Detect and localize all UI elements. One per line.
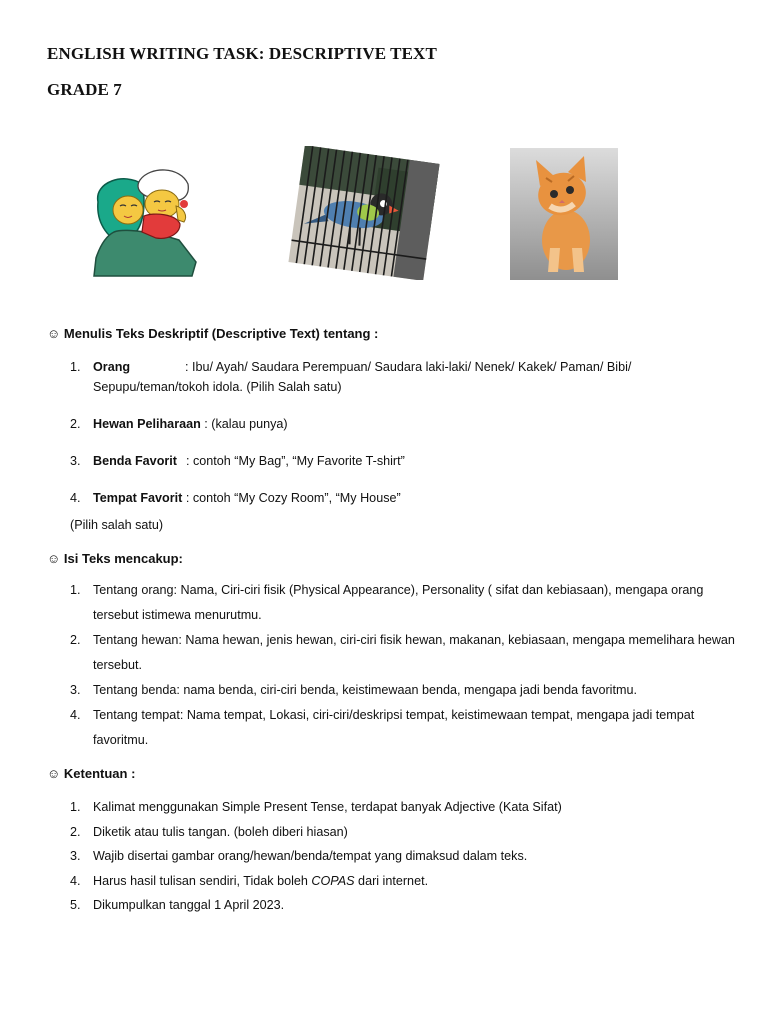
section-heading-rules xyxy=(47,766,135,781)
list-item: 2. Diketik atau tulis tangan. (boleh diberi hiasan) xyxy=(70,824,348,839)
smiley-icon: ☺ xyxy=(47,326,61,341)
list-item: 4. Harus hasil tulisan sendiri, Tidak boleh COPAS dari internet. xyxy=(70,873,429,888)
lovebird-cage-photo xyxy=(282,146,446,280)
smiley-icon: ☺ xyxy=(47,551,61,566)
list-item: 2. Tentang hewan: Nama hewan, jenis hewan, ciri-ciri fisik hewan, makanan, kebiasaan, mengapa memelihara hewan tersebut. xyxy=(70,633,735,672)
section-heading-text: Isi Teks mencakup: xyxy=(63,551,183,566)
topic-text: : contoh “My Bag”, “My Favorite T-shirt” xyxy=(186,454,405,468)
topic-text: : Ibu/ Ayah/ Saudara Perempuan/ Saudara laki-laki/ Nenek/ Kakek/ Paman/ Bibi/ Sepupu/teman/tokoh idola. (Pilih Salah satu) xyxy=(93,360,632,394)
kitten-photo xyxy=(510,148,618,280)
list-item: 3. Tentang benda: nama benda, ciri-ciri benda, keistimewaan benda, mengapa jadi benda favoritmu. xyxy=(70,683,637,697)
topic-label: Benda Favorit xyxy=(93,454,177,468)
rules-list xyxy=(70,797,740,920)
document-title: ENGLISH WRITING TASK: DESCRIPTIVE TEXT xyxy=(47,44,437,63)
list-item: 5. Dikumpulkan tanggal 1 April 2023. xyxy=(70,898,285,912)
topic-text: : contoh “My Cozy Room”, “My House” xyxy=(182,491,401,505)
grade-heading: GRADE 7 xyxy=(47,80,122,99)
list-item: 4. Tempat Favorit : contoh “My Cozy Room”, “My House” xyxy=(70,491,401,505)
list-item: 3. Benda Favorit : contoh “My Bag”, “My Favorite T-shirt” xyxy=(70,451,740,471)
topics-list xyxy=(70,357,740,525)
content-list xyxy=(70,578,740,753)
section-heading-topics xyxy=(47,326,378,341)
smiley-icon: ☺ xyxy=(47,766,61,781)
section-heading-text: Ketentuan : xyxy=(63,766,136,781)
section-heading-text: Menulis Teks Deskriptif (Descriptive Text) tentang : xyxy=(63,326,379,341)
list-item: 3. Wajib disertai gambar orang/hewan/benda/tempat yang dimaksud dalam teks. xyxy=(70,849,528,863)
section-heading-content xyxy=(47,551,183,566)
list-item: 1. Tentang orang: Nama, Ciri-ciri fisik (Physical Appearance), Personality ( sifat dan kebiasaan), mengapa orang tersebut istimewa menurutmu. xyxy=(70,583,704,622)
mother-child-hug-illustration xyxy=(84,162,220,278)
topic-text: : (kalau punya) xyxy=(200,417,288,431)
copas-emphasis: COPAS xyxy=(311,873,355,888)
choose-one-note: (Pilih salah satu) xyxy=(70,518,164,532)
topic-label: Tempat Favorit xyxy=(93,491,183,505)
list-item: 1. Orang : Ibu/ Ayah/ Saudara Perempuan/ Saudara laki-laki/ Nenek/ Kakek/ Paman/ Bibi/ Sepupu/teman/tokoh idola. (Pilih Salah satu) xyxy=(70,357,740,397)
topic-label: Hewan Peliharaan xyxy=(93,417,201,431)
list-item: 2. Hewan Peliharaan : (kalau punya) xyxy=(70,417,288,431)
topic-label: Orang xyxy=(93,360,131,374)
list-item: 1. Kalimat menggunakan Simple Present Tense, terdapat banyak Adjective (Kata Sifat) xyxy=(70,800,562,814)
list-item: 4. Tentang tempat: Nama tempat, Lokasi, ciri-ciri/deskripsi tempat, keistimewaan tempat, mengapa jadi tempat favoritmu. xyxy=(70,708,695,747)
